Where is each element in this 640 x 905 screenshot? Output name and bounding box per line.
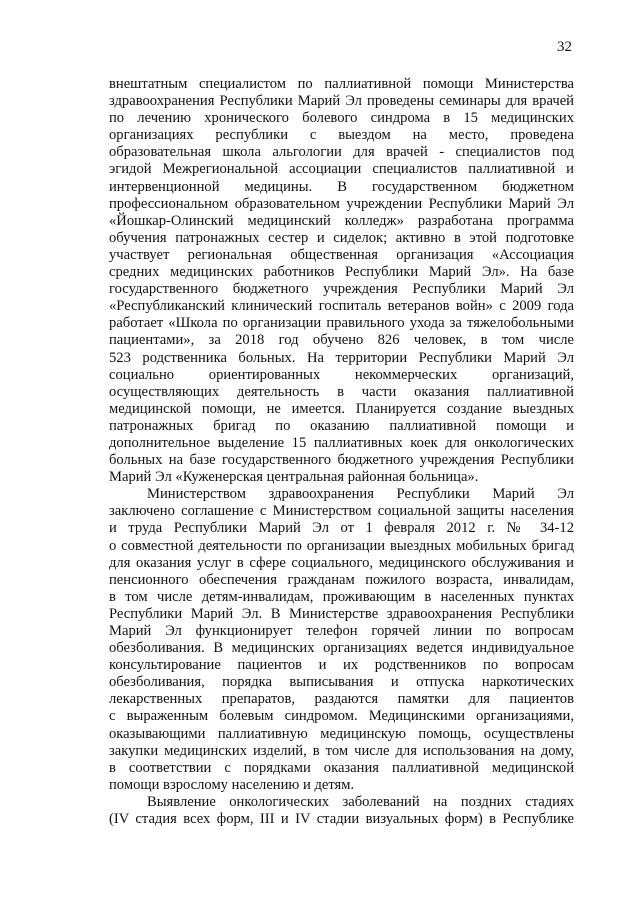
text-line: оказывающими паллиативную медицинскую помощь, осуществлены xyxy=(109,725,574,742)
text-line: «Республиканский клинический госпиталь ветеранов войн» с 2009 года xyxy=(109,298,574,315)
text-line: 523 родственника больных. На территории Республики Марий Эл xyxy=(109,349,574,366)
text-line: образовательная школа альгологии для врачей - специалистов под xyxy=(109,144,574,161)
text-line: пациентами», за 2018 год обучено 826 человек, в том числе xyxy=(109,332,574,349)
text-line: для оказания услуг в сфере социального, медицинского обслуживания и xyxy=(109,554,574,571)
text-line: внештатным специалистом по паллиативной помощи Министерства xyxy=(109,76,574,92)
text-line: организациях республики с выездом на место, проведена xyxy=(109,127,574,144)
paragraph xyxy=(109,76,574,486)
text-line: больных на базе государственного бюджетного учреждения Республики xyxy=(109,452,574,469)
text-line: обезболивания, порядка выписывания и отпуска наркотических xyxy=(109,674,574,691)
text-line: в соответствии с порядками оказания паллиативной медицинской xyxy=(109,759,574,776)
text-line: о совместной деятельности по организации выездных мобильных бригад xyxy=(109,537,574,554)
text-line: социально ориентированных некоммерческих организаций, xyxy=(109,366,574,383)
text-line: обезболивания. В медицинских организациях ведется индивидуальное xyxy=(109,640,574,657)
text-line: интервенционной медицины. В государственном бюджетном xyxy=(109,178,574,195)
paragraph xyxy=(109,794,574,828)
text-line: профессиональном образовательном учреждении Республики Марий Эл xyxy=(109,195,574,212)
text-line: патронажных бригад по оказанию паллиативной помощи и xyxy=(109,417,574,434)
text-line: по лечению хронического болевого синдрома в 15 медицинских xyxy=(109,110,574,127)
text-line: и труда Республики Марий Эл от 1 февраля 2012 г. № 34-12 xyxy=(109,520,574,537)
text-line: Марий Эл функционирует телефон горячей линии по вопросам xyxy=(109,623,574,639)
text-line: медицинской помощи, не имеется. Планируется создание выездных xyxy=(109,400,574,417)
text-line: Республики Марий Эл. В Министерстве здравоохранения Республики xyxy=(109,605,574,622)
page-number: 32 xyxy=(557,39,572,55)
text-line: Выявление онкологических заболеваний на поздних стадиях xyxy=(147,793,574,810)
text-line: работает «Школа по организации правильного ухода за тяжелобольными xyxy=(109,315,574,332)
text-line: пенсионного обеспечения гражданам пожилого возраста, инвалидам, xyxy=(109,571,574,588)
text-line: помощи взрослому населению и детям. xyxy=(109,776,355,793)
text-line: с выраженным болевым синдромом. Медицинскими организациями, xyxy=(109,708,574,725)
text-line: в том числе детям-инвалидам, проживающим в населенных пунктах xyxy=(109,588,574,605)
text-line: здравоохранения Республики Марий Эл проведены семинары для врачей xyxy=(109,93,574,110)
text-line: Марий Эл «Куженерская центральная районная больница». xyxy=(109,469,479,486)
text-line: средних медицинских работников Республики Марий Эл». На базе xyxy=(109,264,574,281)
text-line: лекарственных препаратов, раздаются памятки для пациентов xyxy=(109,691,574,708)
text-line: заключено соглашение с Министерством социальной защиты населения xyxy=(109,503,574,520)
paragraph xyxy=(109,486,574,794)
text-line: государственного бюджетного учреждения Республики Марий Эл xyxy=(109,281,574,298)
text-line: «Йошкар-Олинский медицинский колледж» разработана программа xyxy=(109,212,574,229)
text-line: (IV стадия всех форм, III и IV стадии визуальных форм) в Республике xyxy=(109,811,574,828)
text-line: эгидой Межрегиональной ассоциации специалистов паллиативной и xyxy=(109,161,574,178)
text-line: консультирование пациентов и их родственников по вопросам xyxy=(109,657,574,674)
body-text xyxy=(109,76,574,828)
text-line: закупки медицинских изделий, в том числе для использования на дому, xyxy=(109,742,574,759)
text-line: участвует региональная общественная организация «Ассоциация xyxy=(109,246,574,263)
text-line: обучения патронажных сестер и сиделок; активно в этой подготовке xyxy=(109,229,574,246)
text-line: Министерством здравоохранения Республики Марий Эл xyxy=(147,486,574,503)
text-line: дополнительное выделение 15 паллиативных коек для онкологических xyxy=(109,434,574,451)
text-line: осуществляющих деятельность в части оказания паллиативной xyxy=(109,383,574,400)
